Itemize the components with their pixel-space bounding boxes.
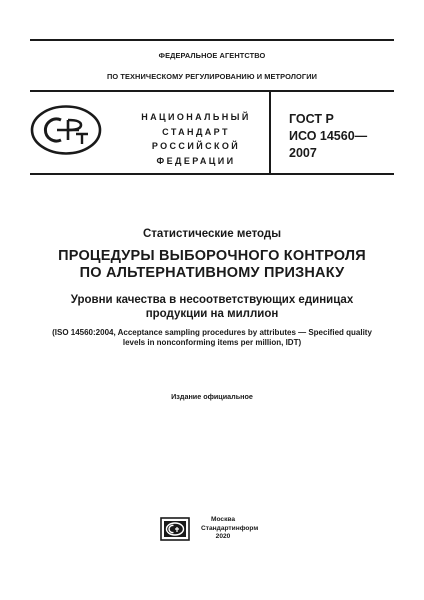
subtitle-line: Уровни качества в несоответствующих единицах [70,294,354,306]
national-standard-line: НАЦИОНАЛЬНЫЙ [141,112,251,122]
gost-r-emblem-icon [30,104,102,156]
iso-reference [0,328,424,348]
iso-reference-line: (ISO 14560:2004, Acceptance sampling procedures by attributes — Specified quality [52,328,372,337]
designation-line: ИСО 14560— [289,129,368,143]
header-rule [30,90,394,92]
main-title-line: ПО АЛЬТЕРНАТИВНОМУ ПРИЗНАКУ [79,265,345,281]
agency-line-2: ПО ТЕХНИЧЕСКОМУ РЕГУЛИРОВАНИЮ И МЕТРОЛОГИИ [106,72,318,81]
designation-line: 2007 [289,146,317,160]
designation-line: ГОСТ Р [289,112,334,126]
standard-bottom-rule [30,173,394,175]
main-title-line: ПРОЦЕДУРЫ ВЫБОРОЧНОГО КОНТРОЛЯ [58,248,366,264]
title-series: Статистические методы [142,228,282,240]
publication-year: 2020 [215,533,231,541]
national-standard-line: РОССИЙСКОЙ [151,141,241,151]
subtitle-line: продукции на миллион [145,308,279,320]
publisher-city: Москва [210,516,236,523]
publisher-name: Стандартинформ [201,524,259,532]
national-standard-label [132,110,260,168]
agency-line-1: ФЕДЕРАЛЬНОЕ АГЕНТСТВО [158,51,266,60]
edition-label: Издание официальное [171,392,253,401]
standard-divider [269,92,271,174]
standard-designation [289,111,367,162]
iso-reference-line: levels in nonconforming items per million, IDT) [122,338,302,347]
top-rule [30,39,394,41]
subtitle [0,293,424,321]
publisher-imprint [201,516,259,542]
standartinform-logo-icon [160,517,190,541]
main-title [0,248,424,282]
national-standard-line: ФЕДЕРАЦИИ [156,155,236,166]
national-standard-line: СТАНДАРТ [162,126,230,137]
